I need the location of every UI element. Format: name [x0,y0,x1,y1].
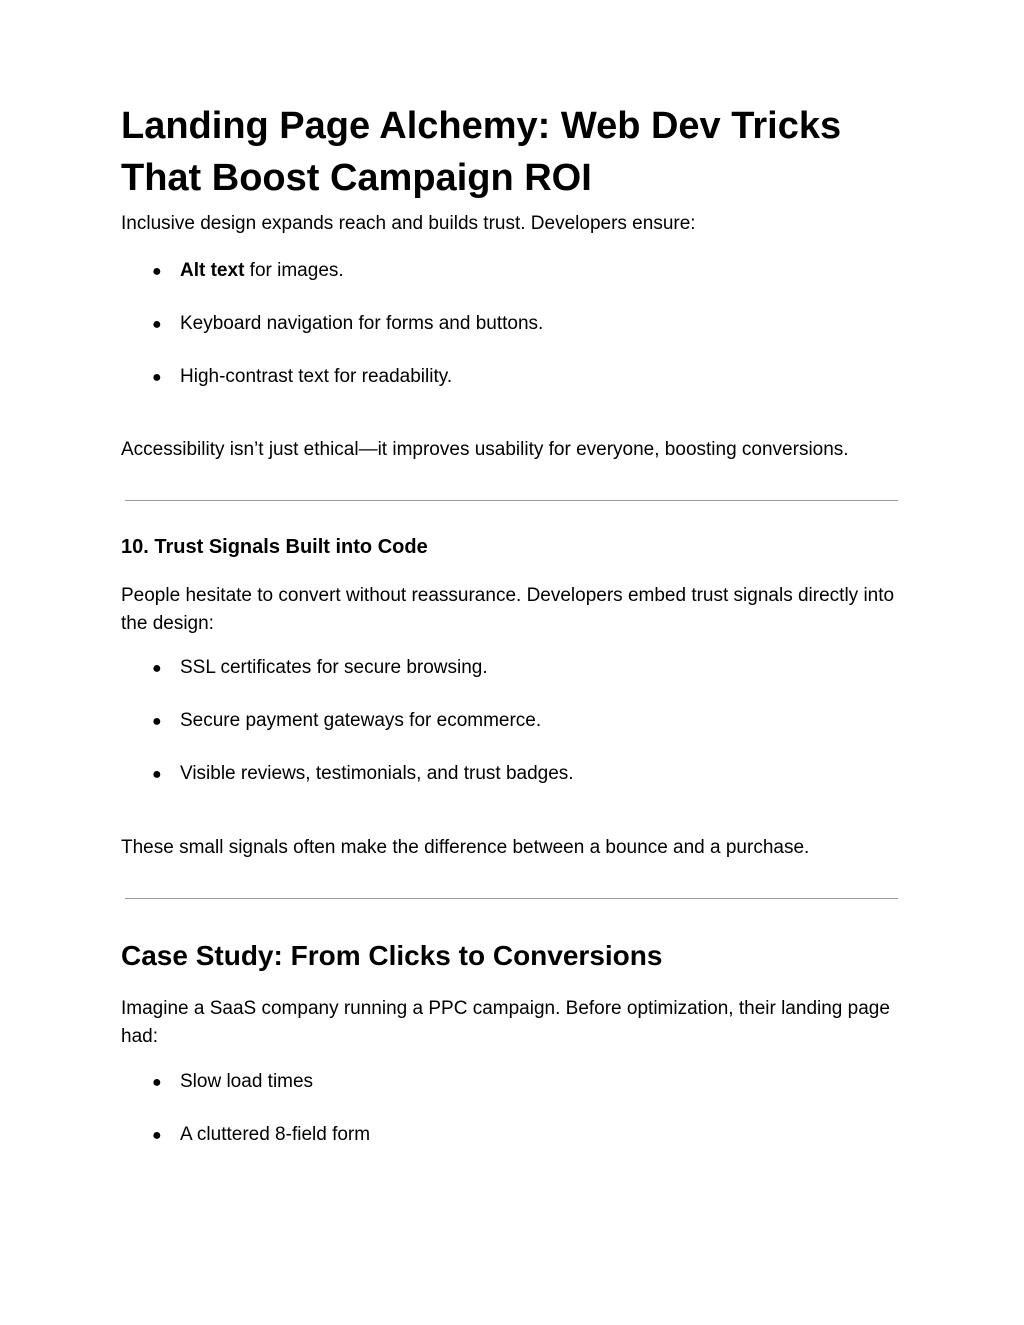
list-item: ● Alt text for images. [152,260,344,281]
list-item: ● Visible reviews, testimonials, and trust badges. [152,763,574,784]
signals-paragraph: These small signals often make the difference between a bounce and a purchase. [121,837,810,858]
case-study-paragraph: Imagine a SaaS company running a PPC campaign. Before optimization, their landing page had: [121,998,890,1047]
list-item: ● Secure payment gateways for ecommerce. [152,710,542,731]
list-item: ● Keyboard navigation for forms and buttons. [152,313,544,334]
trust-paragraph: People hesitate to convert without reassurance. Developers embed trust signals directly into the design: [121,585,895,634]
page-title: Landing Page Alchemy: Web Dev Tricks That Boost Campaign ROI [121,105,842,199]
case-study-heading: Case Study: From Clicks to Conversions [121,940,663,971]
divider [125,500,898,501]
list-item: ● A cluttered 8-field form [152,1124,371,1145]
accessibility-paragraph: Accessibility isn’t just ethical—it improves usability for everyone, boosting conversions. [121,439,849,460]
list-item: ● Slow load times [152,1071,314,1092]
section-heading: 10. Trust Signals Built into Code [121,536,428,558]
list-item: ● SSL certificates for secure browsing. [152,657,488,678]
divider [125,898,898,899]
list-item: ● High-contrast text for readability. [152,366,453,387]
intro-paragraph: Inclusive design expands reach and builds trust. Developers ensure: [121,213,696,234]
